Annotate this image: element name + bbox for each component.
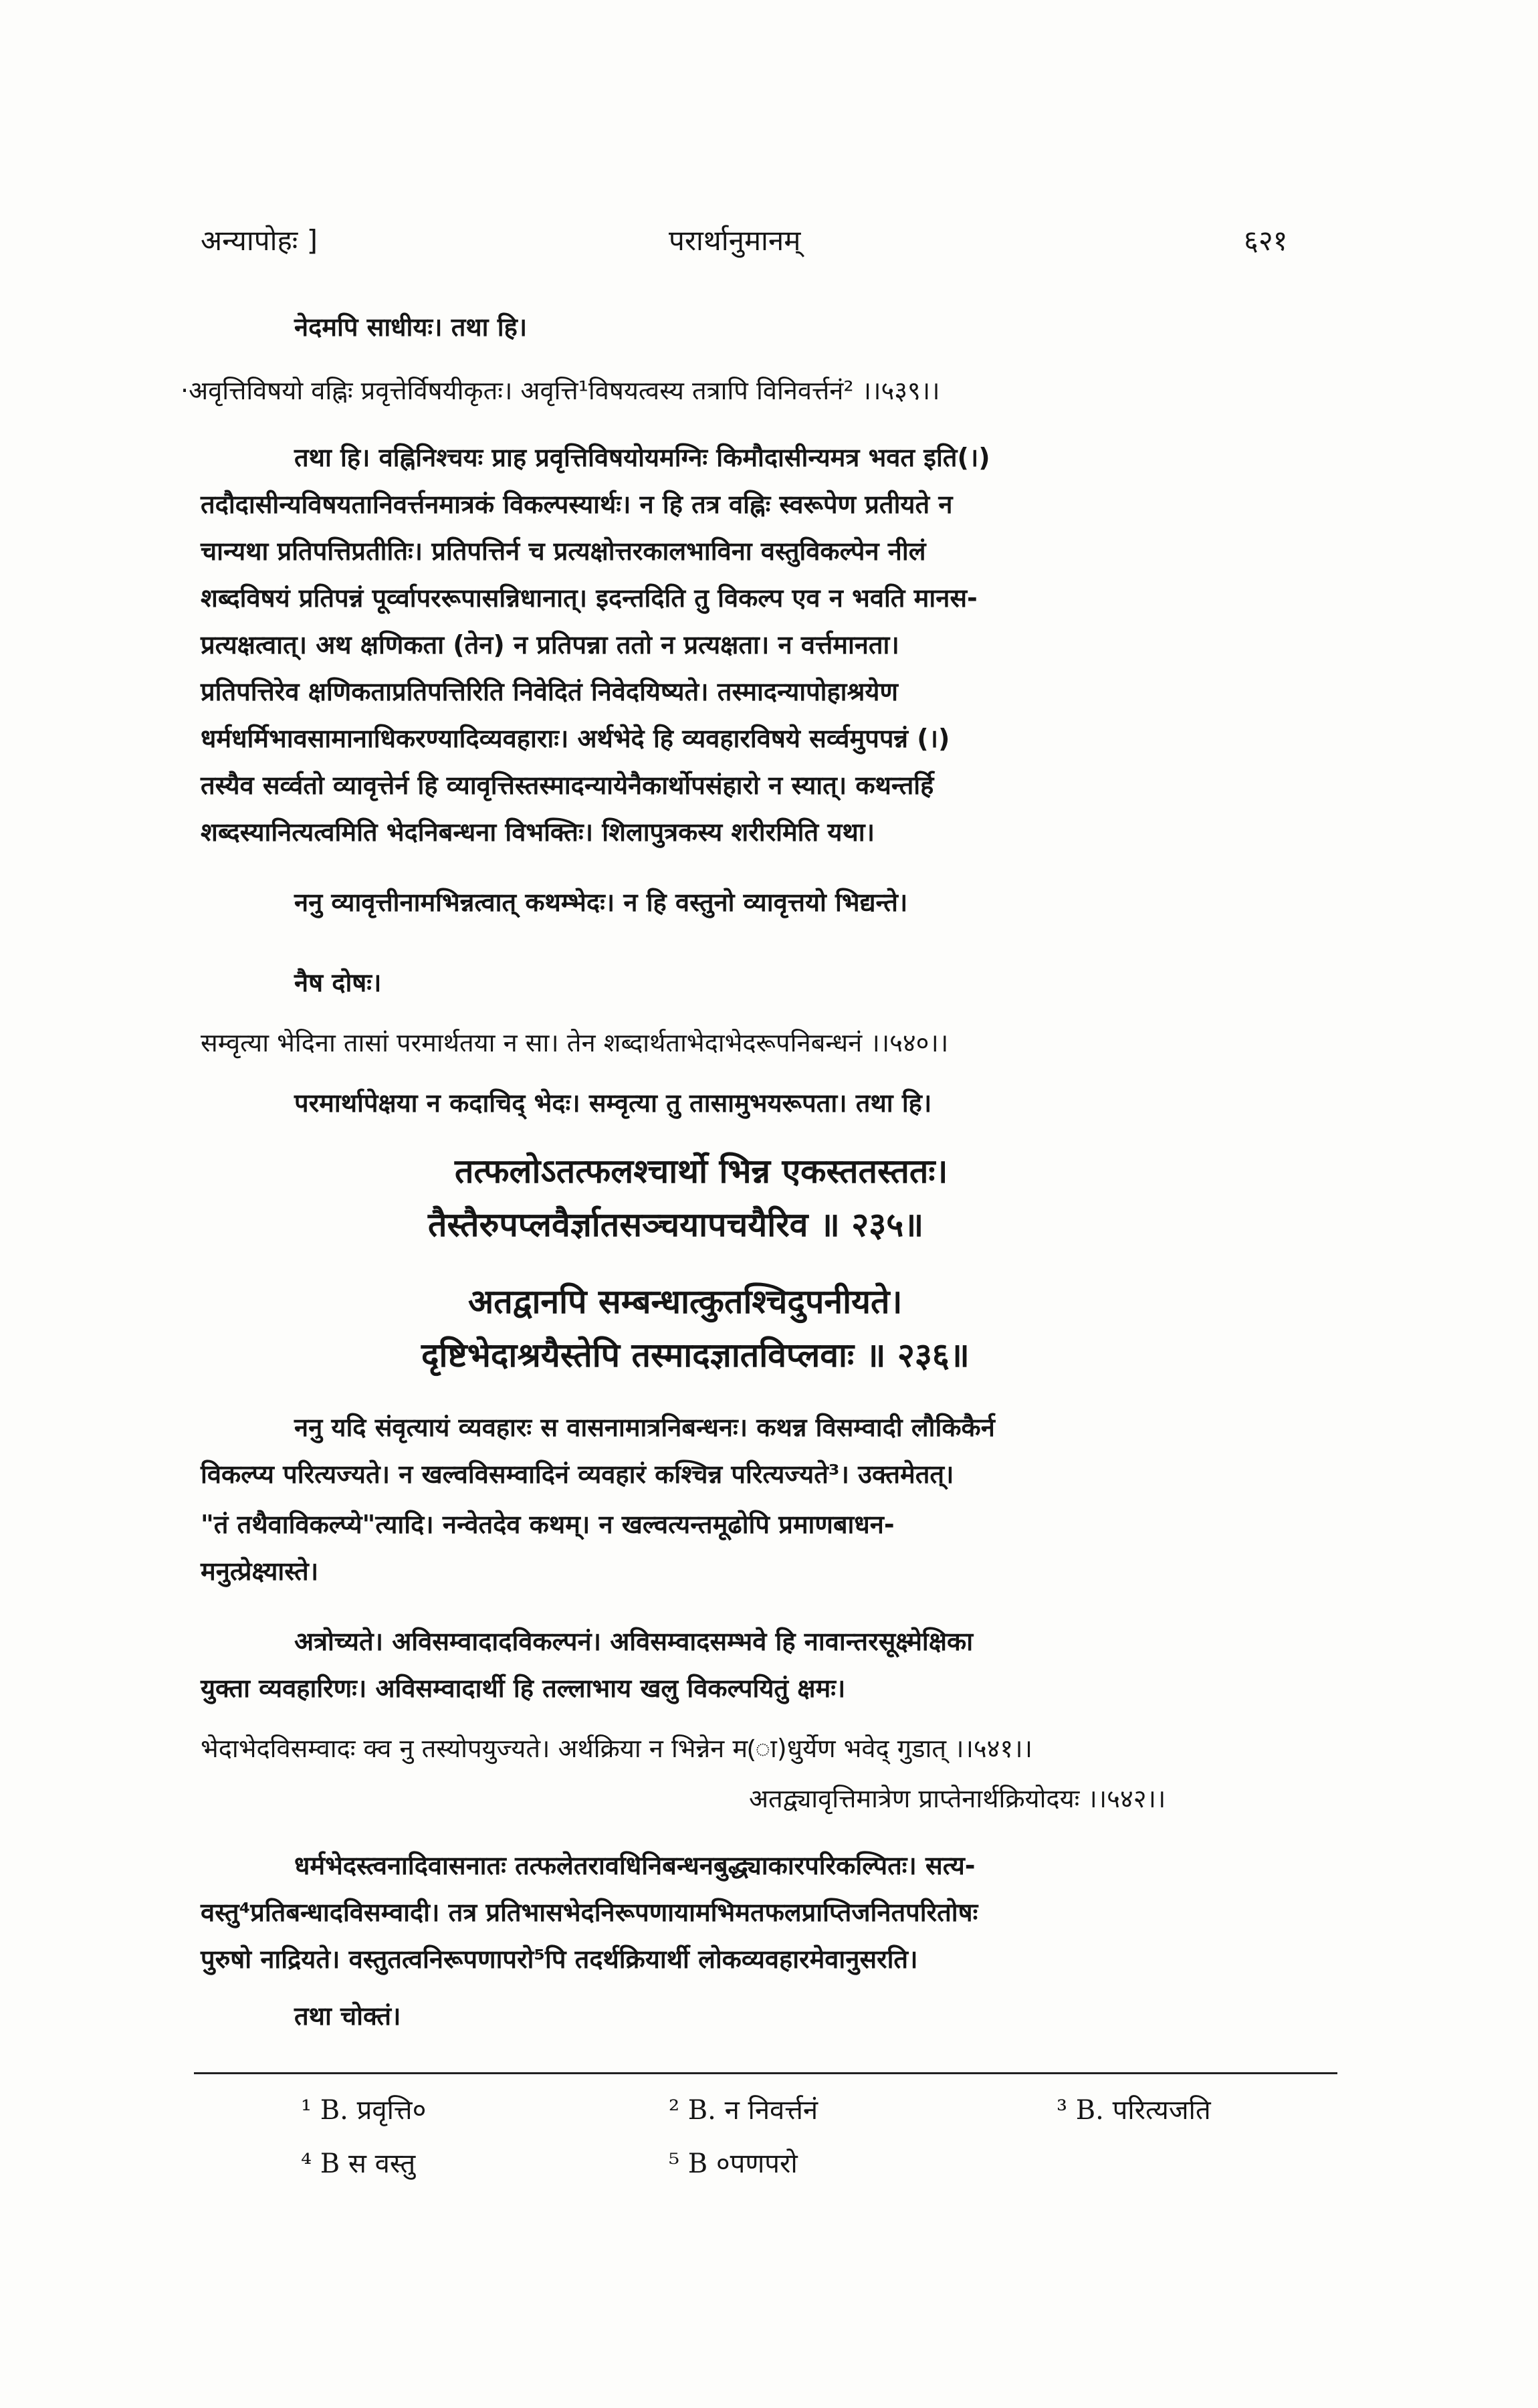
footnote-2: ² B. न निवर्त्तनं bbox=[669, 2095, 818, 2126]
text-line: चान्यथा प्रतिपत्तिप्रतीतिः। प्रतिपत्तिर्न च प्रत्यक्षोत्तरकालभाविना वस्तुविकल्पेन नीलं bbox=[201, 536, 926, 566]
text-line: "तं तथैवाविकल्प्ये"त्यादि। नन्वेतदेव कथम्। न खल्वत्यन्तमूढोपि प्रमाणबाधन- bbox=[201, 1510, 895, 1539]
verse-line-540: सम्वृत्या भेदिना तासां परमार्थतया न सा। तेन शब्दार्थताभेदाभेदरूपनिबन्धनं ।।५४०।। bbox=[201, 1028, 949, 1058]
footnote-4: ⁴ B स वस्तु bbox=[301, 2148, 416, 2179]
verse-line-541: भेदाभेदविसम्वादः क्व नु तस्योपयुज्यते। अर्थक्रिया न भिन्नेन म(ा)धुर्येण भवेद् गुडात् ।।५४१।। bbox=[201, 1734, 1032, 1763]
verse-line-539: ·अवृत्तिविषयो वह्निः प्रवृत्तेर्विषयीकृतः। अवृत्ति¹विषयत्वस्य तत्रापि विनिवर्त्तनं² ।।५३९।। bbox=[181, 376, 940, 405]
text-line: अत्रोच्यते। अविसम्वादादविकल्पनं। अविसम्वादसम्भवे हि नावान्तरसूक्ष्मेक्षिका bbox=[294, 1627, 974, 1656]
text-line: प्रत्यक्षत्वात्। अथ क्षणिकता (तेन) न प्रतिपन्ना ततो न प्रत्यक्षता। न वर्त्तमानता। bbox=[201, 630, 899, 660]
text-line: तदौदासीन्यविषयतानिवर्त्तनमात्रकं विकल्पस्यार्थः। न हि तत्र वह्निः स्वरूपेण प्रतीयते न bbox=[201, 490, 953, 519]
text-line: युक्ता व्यवहारिणः। अविसम्वादार्थी हि तल्लाभाय खलु विकल्पयितुं क्षमः। bbox=[201, 1674, 846, 1703]
text-line: तथा हि। वह्निनिश्चयः प्राह प्रवृत्तिविषयोयमग्निः किमौदासीन्यमत्र भवत इति(।) bbox=[294, 443, 990, 472]
text-line: परमार्थापेक्षया न कदाचिद् भेदः। सम्वृत्या तु तासामुभयरूपता। तथा हि। bbox=[294, 1088, 932, 1118]
footnote-5: ⁵ B ०पणपरो bbox=[669, 2148, 798, 2179]
text-line: तस्यैव सर्व्वतो व्यावृत्तेर्न हि व्यावृत्तिस्तस्मादन्यायेनैकार्थोपसंहारो न स्यात्। कथन्तर्हि bbox=[201, 771, 934, 800]
footnote-rule bbox=[194, 2072, 1337, 2074]
text-line: मनुत्प्रेक्ष्यास्ते। bbox=[201, 1557, 319, 1586]
verse-line-542: अतद्व्यावृत्तिमात्रेण प्राप्तेनार्थक्रियोदयः ।।५४२।। bbox=[749, 1784, 1166, 1813]
running-head-title: परार्थानुमानम् bbox=[669, 224, 801, 257]
text-line: नेदमपि साधीयः। तथा हि। bbox=[294, 312, 528, 342]
text-line: धर्मभेदस्त्वनादिवासनातः तत्फलेतरावधिनिबन्धनबुद्ध्याकारपरिकल्पितः। सत्य- bbox=[294, 1851, 976, 1880]
karika-235-line-2: तैस्तैरुपप्लवैर्ज्ञातसञ्चयापचयैरिव ॥ २३५॥ bbox=[428, 1205, 924, 1244]
text-line: तथा चोक्तं। bbox=[294, 2001, 401, 2031]
karika-235-line-1: तत्फलोऽतत्फलश्चार्थो भिन्न एकस्ततस्ततः। bbox=[455, 1152, 948, 1191]
text-line: वस्तु⁴प्रतिबन्धादविसम्वादी। तत्र प्रतिभासभेदनिरूपणायामभिमतफलप्राप्तिजनितपरितोषः bbox=[201, 1898, 978, 1927]
running-head-left: अन्यापोहः ] bbox=[201, 224, 318, 257]
page-number: ६२१ bbox=[1244, 224, 1288, 257]
karika-236-line-1: अतद्वानपि सम्बन्धात्कुतश्चिदुपनीयते। bbox=[468, 1282, 903, 1321]
text-line: शब्दस्यानित्यत्वमिति भेदनिबन्धना विभक्तिः। शिलापुत्रकस्य शरीरमिति यथा। bbox=[201, 817, 875, 847]
text-line: धर्मधर्मिभावसामानाधिकरण्यादिव्यवहाराः। अर्थभेदे हि व्यवहारविषये सर्व्वमुपपन्नं (।) bbox=[201, 724, 950, 753]
text-line: शब्दविषयं प्रतिपन्नं पूर्व्वापररूपासन्निधानात्। इदन्तदिति तु विकल्प एव न भवति मानस- bbox=[201, 583, 978, 613]
text-line: ननु व्यावृत्तीनामभिन्नत्वात् कथम्भेदः। न हि वस्तुनो व्यावृत्तयो भिद्यन्ते। bbox=[294, 888, 908, 917]
text-line: ननु यदि संवृत्यायं व्यवहारः स वासनामात्रनिबन्धनः। कथन्न विसम्वादी लौकिकैर्न bbox=[294, 1413, 995, 1442]
text-line: पुरुषो नाद्रियते। वस्तुतत्वनिरूपणापरो⁵पि तदर्थक्रियार्थी लोकव्यवहारमेवानुसरति। bbox=[201, 1944, 918, 1974]
footnote-1: ¹ B. प्रवृत्ति० bbox=[301, 2095, 427, 2126]
karika-236-line-2: दृष्टिभेदाश्रयैस्तेपि तस्मादज्ञातविप्लवाः ॥ २३६॥ bbox=[421, 1336, 970, 1375]
text-line: प्रतिपत्तिरेव क्षणिकताप्रतिपत्तिरिति निवेदितं निवेदयिष्यते। तस्मादन्यापोहाश्रयेण bbox=[201, 677, 898, 706]
footnote-3: ³ B. परित्यजति bbox=[1057, 2095, 1211, 2126]
text-line: विकल्प्य परित्यज्यते। न खल्वविसम्वादिनं व्यवहारं कश्चिन्न परित्यज्यते³। उक्तमेतत्। bbox=[201, 1460, 954, 1489]
text-line: नैष दोषः। bbox=[294, 968, 382, 997]
